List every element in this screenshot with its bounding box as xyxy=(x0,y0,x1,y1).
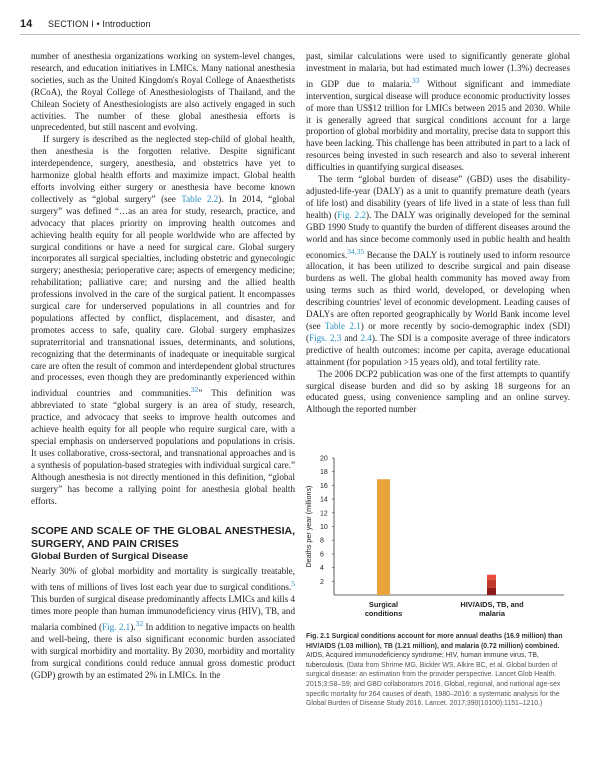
figure-link[interactable]: Fig. 2.1 xyxy=(102,622,131,633)
paragraph xyxy=(306,174,570,369)
text: The term “global burden of disease” (GBD) uses the disability-adjusted-life-year (DALY) as a unit to quantify premature death (years of life lost) and disability (years of life lived in a state of less than full health) ( xyxy=(306,174,570,220)
y-tick-label: 4 xyxy=(320,565,324,573)
paragraph xyxy=(31,51,295,134)
y-tick-label: 18 xyxy=(320,469,328,477)
paragraph xyxy=(306,51,570,174)
y-tick-label: 2 xyxy=(320,578,324,586)
x-tick-label: Surgical xyxy=(368,600,399,609)
x-tick-label: malaria xyxy=(479,609,505,618)
text: past, similar calculations were used to significantly generate global investment in malaria, but had estimated much lower (1.3%) decreases in GDP due to malaria. xyxy=(306,51,570,89)
figure-link[interactable]: 2.4 xyxy=(360,332,372,343)
text: In addition to negative impacts on health and well-being, there is also significant economic burden associated with surgical morbidity and mortality. By 2030, morbidity and mortality from surgical conditions could reduce annual gross domestic product (GDP) growth by an estimated 2% in LMICs. In the xyxy=(31,622,295,680)
paragraph xyxy=(306,369,570,417)
figure-link[interactable]: Figs. 2.3 xyxy=(309,332,342,343)
figure-link[interactable]: Fig. 2.2 xyxy=(337,209,367,220)
bar-surgical-conditions xyxy=(377,479,390,595)
subsection-heading: Global Burden of Surgical Disease xyxy=(31,551,189,563)
text: Without significant and immediate intervention, surgical disease will produce economic productivity losses of more than US$12 trillion for LMICs between 2015 and 2030. While it is generally agreed that surgical conditions account for a large proportion of global morbidity and mortality, precise data to support this have been lacking. This challenge has been attributed in part to a lack of resources being invested in such research and also to several inherent difficulties in quantifying surgical diseases. xyxy=(306,78,570,173)
caption-title: Surgical conditions account for more annual deaths (16.9 million) than HIV/AIDS (1.03 million), TB (1.21 million), and malaria (0.72 million) combined. xyxy=(306,633,563,650)
header-rule xyxy=(20,34,580,35)
y-tick-label: 6 xyxy=(320,551,324,559)
y-tick-label: 20 xyxy=(320,455,328,463)
citation-link[interactable]: 32 xyxy=(190,385,199,395)
y-tick-label: 10 xyxy=(320,524,328,531)
x-tick-label: conditions xyxy=(364,609,403,618)
y-axis-label: Deaths per year (millions) xyxy=(304,485,313,568)
section-title: SECTION I • Introduction xyxy=(48,19,151,29)
text: ) or more recently by socio-demographic index (SDI) ( xyxy=(306,321,570,343)
y-tick-label: 12 xyxy=(320,510,328,518)
table-link[interactable]: Table 2.2 xyxy=(181,193,219,204)
paragraph xyxy=(31,566,295,681)
text: Nearly 30% of global morbidity and mortality is surgically treatable, with tens of millions of lives lost each year due to surgical conditions. xyxy=(31,566,295,593)
text: ). In 2014, “global surgery” was defined “…as an area for study, research, practice, and advocacy that places priority on improving health outcomes and achieving health equity for all people worldwide who are affected by surgical conditions or have a need for surgical care. Global surgery incorporates all surgical specialties, including obstetric and gynecologic surgery; anesthesia; perioperative care; aspects of emergency medicine; rehabilitation; palliative care; and nursing and the allied health professions involved in the care of the surgical patient. It encompasses surgical care for underserved populations in all countries and for populations affected by conflict, displacement, and disaster, and promotes access to safe, quality care. Global surgery emphasizes supraterritorial and transnational issues, determinants, and solutions, recognizing that the determinants of inadequate or inequitable surgical care are often the result of common and interdependent global structures and processes, even though they are predominantly experienced within individual countries and communities. xyxy=(31,193,295,399)
y-tick-label: 8 xyxy=(320,537,324,545)
figure-caption xyxy=(306,632,568,709)
text: number of anesthesia organizations working on system-level changes, research, and education initiatives in LMICs. Many national anesthesia societies, such as the United Kingdom's Royal College of Anaesthetists (RCoA), the Royal College of Anesthesiologists of Thailand, and the Chilean Society of Anesthesiologists are also actively engaged in such activities. The number of these global anesthesia efforts is unprecedented, but still nascent and evolving. xyxy=(31,51,295,133)
text: This burden of surgical disease predominantly affects LMICs and kills 4 times more people than human immunodeficiency virus (HIV), TB, and malaria combined ( xyxy=(31,594,295,633)
citation-link[interactable]: 5 xyxy=(291,579,295,589)
text: ” This definition was abbreviated to state “global surgery is an area of study, research, practice, and advocacy that seeks to improve health outcomes and achieve health equity for all people who require surgical care, with a special emphasis on underserved populations and populations in crisis. It uses collaborative, cross-sectoral, and transnational approaches and is a synthesis of population-based strategies with individual surgical care.” Although anesthesia is not directly mentioned in this definition, “global surgery” has become a rallying point for anesthesia global health efforts. xyxy=(31,388,295,506)
text: If surgery is described as the neglected step-child of global health, then anesthesia is the forgotten relative. Despite significant interdependence, surgery, anesthesia, and obstetrics have yet to harmonize global health efforts and maximize impact. Global health efforts involving either surgery or anesthesia have become known collectively as “global surgery” (see xyxy=(31,134,295,204)
page-number: 14 xyxy=(20,18,33,30)
citation-link[interactable]: 32 xyxy=(135,619,144,629)
paragraph xyxy=(31,134,295,507)
y-tick-label: 16 xyxy=(320,482,328,490)
bar-malaria xyxy=(487,575,496,580)
section-heading: SCOPE AND SCALE OF THE GLOBAL ANESTHESIA, SURGERY, AND PAIN CRISES xyxy=(31,525,295,550)
text: The 2006 DCP2 publication was one of the first attempts to quantify surgical disease burden and did so by asking 18 surgeons for an educated guess, using convenience sampling and an online survey. Although the reported number xyxy=(306,368,570,415)
y-tick-label: 14 xyxy=(320,496,328,504)
right-column xyxy=(306,51,570,416)
page-header xyxy=(20,16,580,36)
caption-label: Fig. 2.1 xyxy=(306,633,330,640)
text: ). xyxy=(130,622,136,633)
text: ). The SDI is a composite average of three indicators predictive of health outcomes: income per capita, average educational attainment (for population >15 years old), and total fertility rate. xyxy=(306,332,570,367)
citation-link[interactable]: 34,35 xyxy=(347,246,365,256)
figure-2-1-chart xyxy=(306,450,570,630)
left-column xyxy=(31,51,295,682)
bar-tb xyxy=(487,580,496,588)
table-link[interactable]: Table 2.1 xyxy=(324,321,361,331)
text: Because the DALY is routinely used to inform resource allocation, it has been utilized to describe surgical and pain disease burdens as well. The global health community has moved away from using terms such as third world, developed, or developing when describing countries' level of economic development. Leading causes of DALYs are often reported geographically by World Bank income level (see xyxy=(306,249,570,331)
text: and xyxy=(341,332,361,343)
caption-body: AIDS, Acquired immunodeficiency syndrome; HIV, human immune virus, TB, tuberculosis. xyxy=(306,652,539,669)
caption-source: (Data from Shrime MG, Bickler WS, Alkire BC, et al. Global burden of surgical disease: an estimation from the provider perspective. Lancet Glob Health. 2015;3:S8–S9; and GBD collaborators 2016. Global, regional, and national age-sex specific mortality for 264 causes of death, 1980–2016: a systematic analysis for the Global Burden of Disease Study 2016. Lancet. 2017;390(10100):1151–1210.) xyxy=(306,661,561,708)
citation-link[interactable]: 33 xyxy=(411,75,420,85)
text: ). The DALY was originally developed for the seminal GBD 1990 Study to quantify the burden of different diseases around the world and has since become commonly used in public health and health economics. xyxy=(306,209,570,260)
bar-hiv-aids xyxy=(487,588,496,595)
x-tick-label: HIV/AIDS, TB, and xyxy=(460,600,524,609)
bar-chart xyxy=(306,450,570,630)
